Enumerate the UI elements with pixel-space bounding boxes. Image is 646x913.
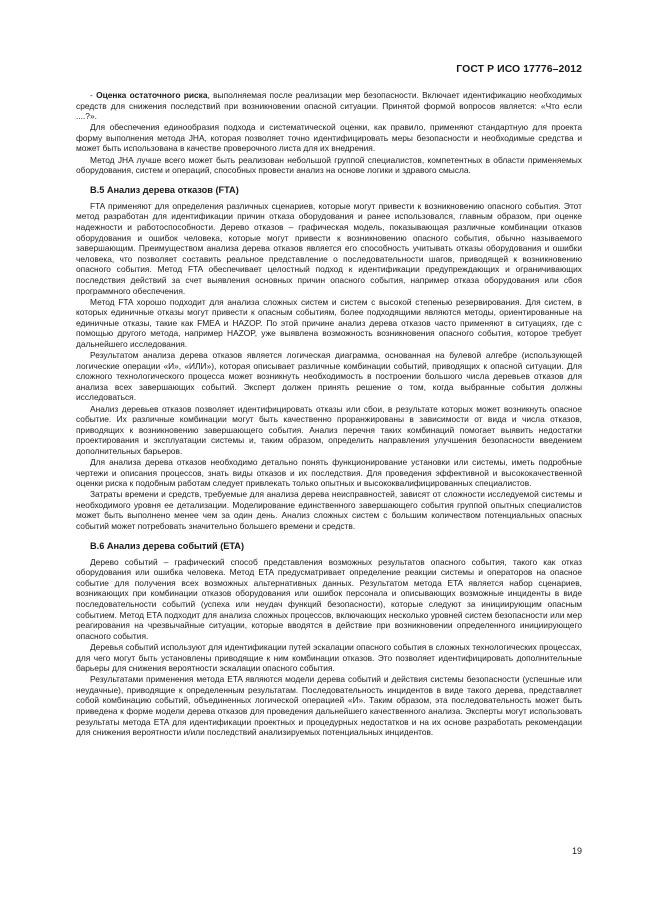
paragraph-residual-risk: [76, 90, 582, 122]
paragraph-b6-3: Результатами применения метода ETA являются модели дерева событий и действия системы безопасности (успешные или неудачные), приводящие к определенным результатам. Последовательность инцидентов в виде такого дерева, представляет собой комбинацию событий, объединенных логической операцией «И». Таким образом, эта последовательность может быть приведена к форме модели дерева отказов для проведения дальнейшего качественного анализа. Эксперты могут использовать результаты метода ETA для идентификации проектных и процедурных недостатков и на их основе разработать рекомендации для снижения вероятности и/или последствий анализируемых потенциальных инцидентов.: [76, 674, 582, 738]
paragraph-b6-2: Деревья событий используют для идентификации путей эскалации опасного события в сложных технологических процессах, для чего могут быть установлены приводящие к ним комбинации отказов. Это позволяет идентифицировать дополнительные барьеры для снижения вероятности эскалации опасного события.: [76, 641, 582, 674]
paragraph-b5-1: FTA применяют для определения различных сценариев, которые могут привести к возникновению опасного события. Этот метод разработан для идентификации причин отказа оборудования и ранее использовался, главным образом, при оценке надежности и работоспособности. Дерево отказов – графическая модель, показывающая различные комбинации отказов оборудования и ошибок человека, которые могут привести к возникновению опасного события, обычно называемого завершающим. Преимуществом анализа дерева отказов является его способность учитывать отказы оборудования и ошибки человека, что позволяет составить реальное представление о последовательности шагов, приводящей к возникновению опасного события. Метод FTA обеспечивает целостный подход к идентификации предупреждающих и ограничивающих последствия действий за счет выявления основных причин опасного события, например отказа оборудования или сбоя программного обеспечения.: [76, 200, 582, 296]
paragraph-b6-1: Дерево событий – графический способ представления возможных результатов опасного события, такого как отказ оборудования или ошибка человека. Метод ETA предусматривает определение реакции системы и операторов на опасное событие для получения всех возможных альтернативных данных. Результатом метода ETA является набор сценариев, возникающих при комбинации отказов оборудования или ошибок персонала и описывающих возможные инциденты в виде последовательности событий (успеха или неудач функций безопасности), которые следуют за инициирующим опасным событием. Метод ETA подходит для анализа сложных процессов, включающих несколько уровней систем безопасности или мер реагирования на чрезвычайные ситуации, которые вводятся в действие при возникновении определенного инициирующего опасного события.: [76, 556, 582, 641]
section-heading-b6: B.6 Анализ дерева событий (ETA): [90, 540, 245, 551]
term-residual-risk: Оценка остаточного риска: [96, 90, 208, 100]
paragraph-b5-4: Анализ деревьев отказов позволяет идентифицировать отказы или сбои, в результате которых может возникнуть опасное событие. Их различные комбинации могут быть качественно проранжированы в зависимости от вида и числа отказов, приводящих к возникновению завершающего события. Анализ перечня таких комбинаций помогает выявить недостатки проектирования и эксплуатации системы и, таким образом, определить направления улучшения безопасности введением дополнительных барьеров.: [76, 403, 582, 456]
page-number: 19: [571, 846, 582, 856]
list-dash: -: [90, 90, 97, 100]
paragraph-b5-6: Затраты времени и средств, требуемые для анализа дерева неисправностей, зависят от сложности исследуемой системы и необходимого уровня ее детализации. Моделирование единственного завершающего события группой опытных специалистов может быть выполнено менее чем за один день. Анализ сложных систем с большим количеством потенциальных опасных событий может потребовать значительно большего времени и средств.: [76, 489, 582, 532]
paragraph-b5-5: Для анализа дерева отказов необходимо детально понять функционирование установки или системы, иметь подробные чертежи и описания процессов, знать виды отказов и их последствия. Для проведения эффективной и высококачественной оценки риска к подобным работам следует привлекать только опытных и высококвалифицированных специалистов.: [76, 457, 582, 489]
paragraph-jha-form: Для обеспечения единообразия подхода и систематической оценки, как правило, применяют стандартную для проекта форму выполнения метода JHA, которая позволяет точно идентифицировать меры безопасности и необходимые средства и может быть использована в качестве проверочного листа для их внедрения.: [76, 122, 582, 154]
section-heading-b5: B.5 Анализ дерева отказов (FTA): [90, 184, 239, 195]
paragraph-jha-team: Метод JHA лучше всего может быть реализован небольшой группой специалистов, компетентных в области применяемых оборудования, систем и операций, способных провести анализ на основе логики и здравого смысла.: [76, 154, 582, 176]
paragraph-residual-risk-text: , выполняемая после реализации мер безопасности. Включает идентификацию необходимых средств для снижения последствий при возникновении опасной ситуации. Принятой формой вопросов является: «Что если ....?».: [76, 90, 582, 122]
document-body: [76, 90, 582, 738]
document-header: ГОСТ Р ИСО 17776–2012: [456, 64, 582, 75]
paragraph-b5-2: Метод FTA хорошо подходит для анализа сложных систем и систем с высокой степенью резервирования. Для систем, в которых единичные отказы могут привести к опасным событиям, более подходящими являются методы, ориентированные на единичные отказы, такие как FMEA и HAZOP. По этой причине анализ дерева отказов часто применяют в ситуациях, где с помощью другого метода, например HAZOP, уже выявлена возможность возникновения опасного события, которое требует дальнейшего исследования.: [76, 296, 582, 349]
paragraph-b5-3: Результатом анализа дерева отказов является логическая диаграмма, основанная на булевой алгебре (использующей логические операции «И», «ИЛИ»), которая описывает различные комбинации событий, приводящих к опасной ситуации. Для сложного технологического процесса может возникнуть необходимость в построении большого числа деревьев отказов для анализа всех завершающих событий. Эксперт должен принять решение о том, когда выбранные события должны исследоваться.: [76, 350, 582, 403]
